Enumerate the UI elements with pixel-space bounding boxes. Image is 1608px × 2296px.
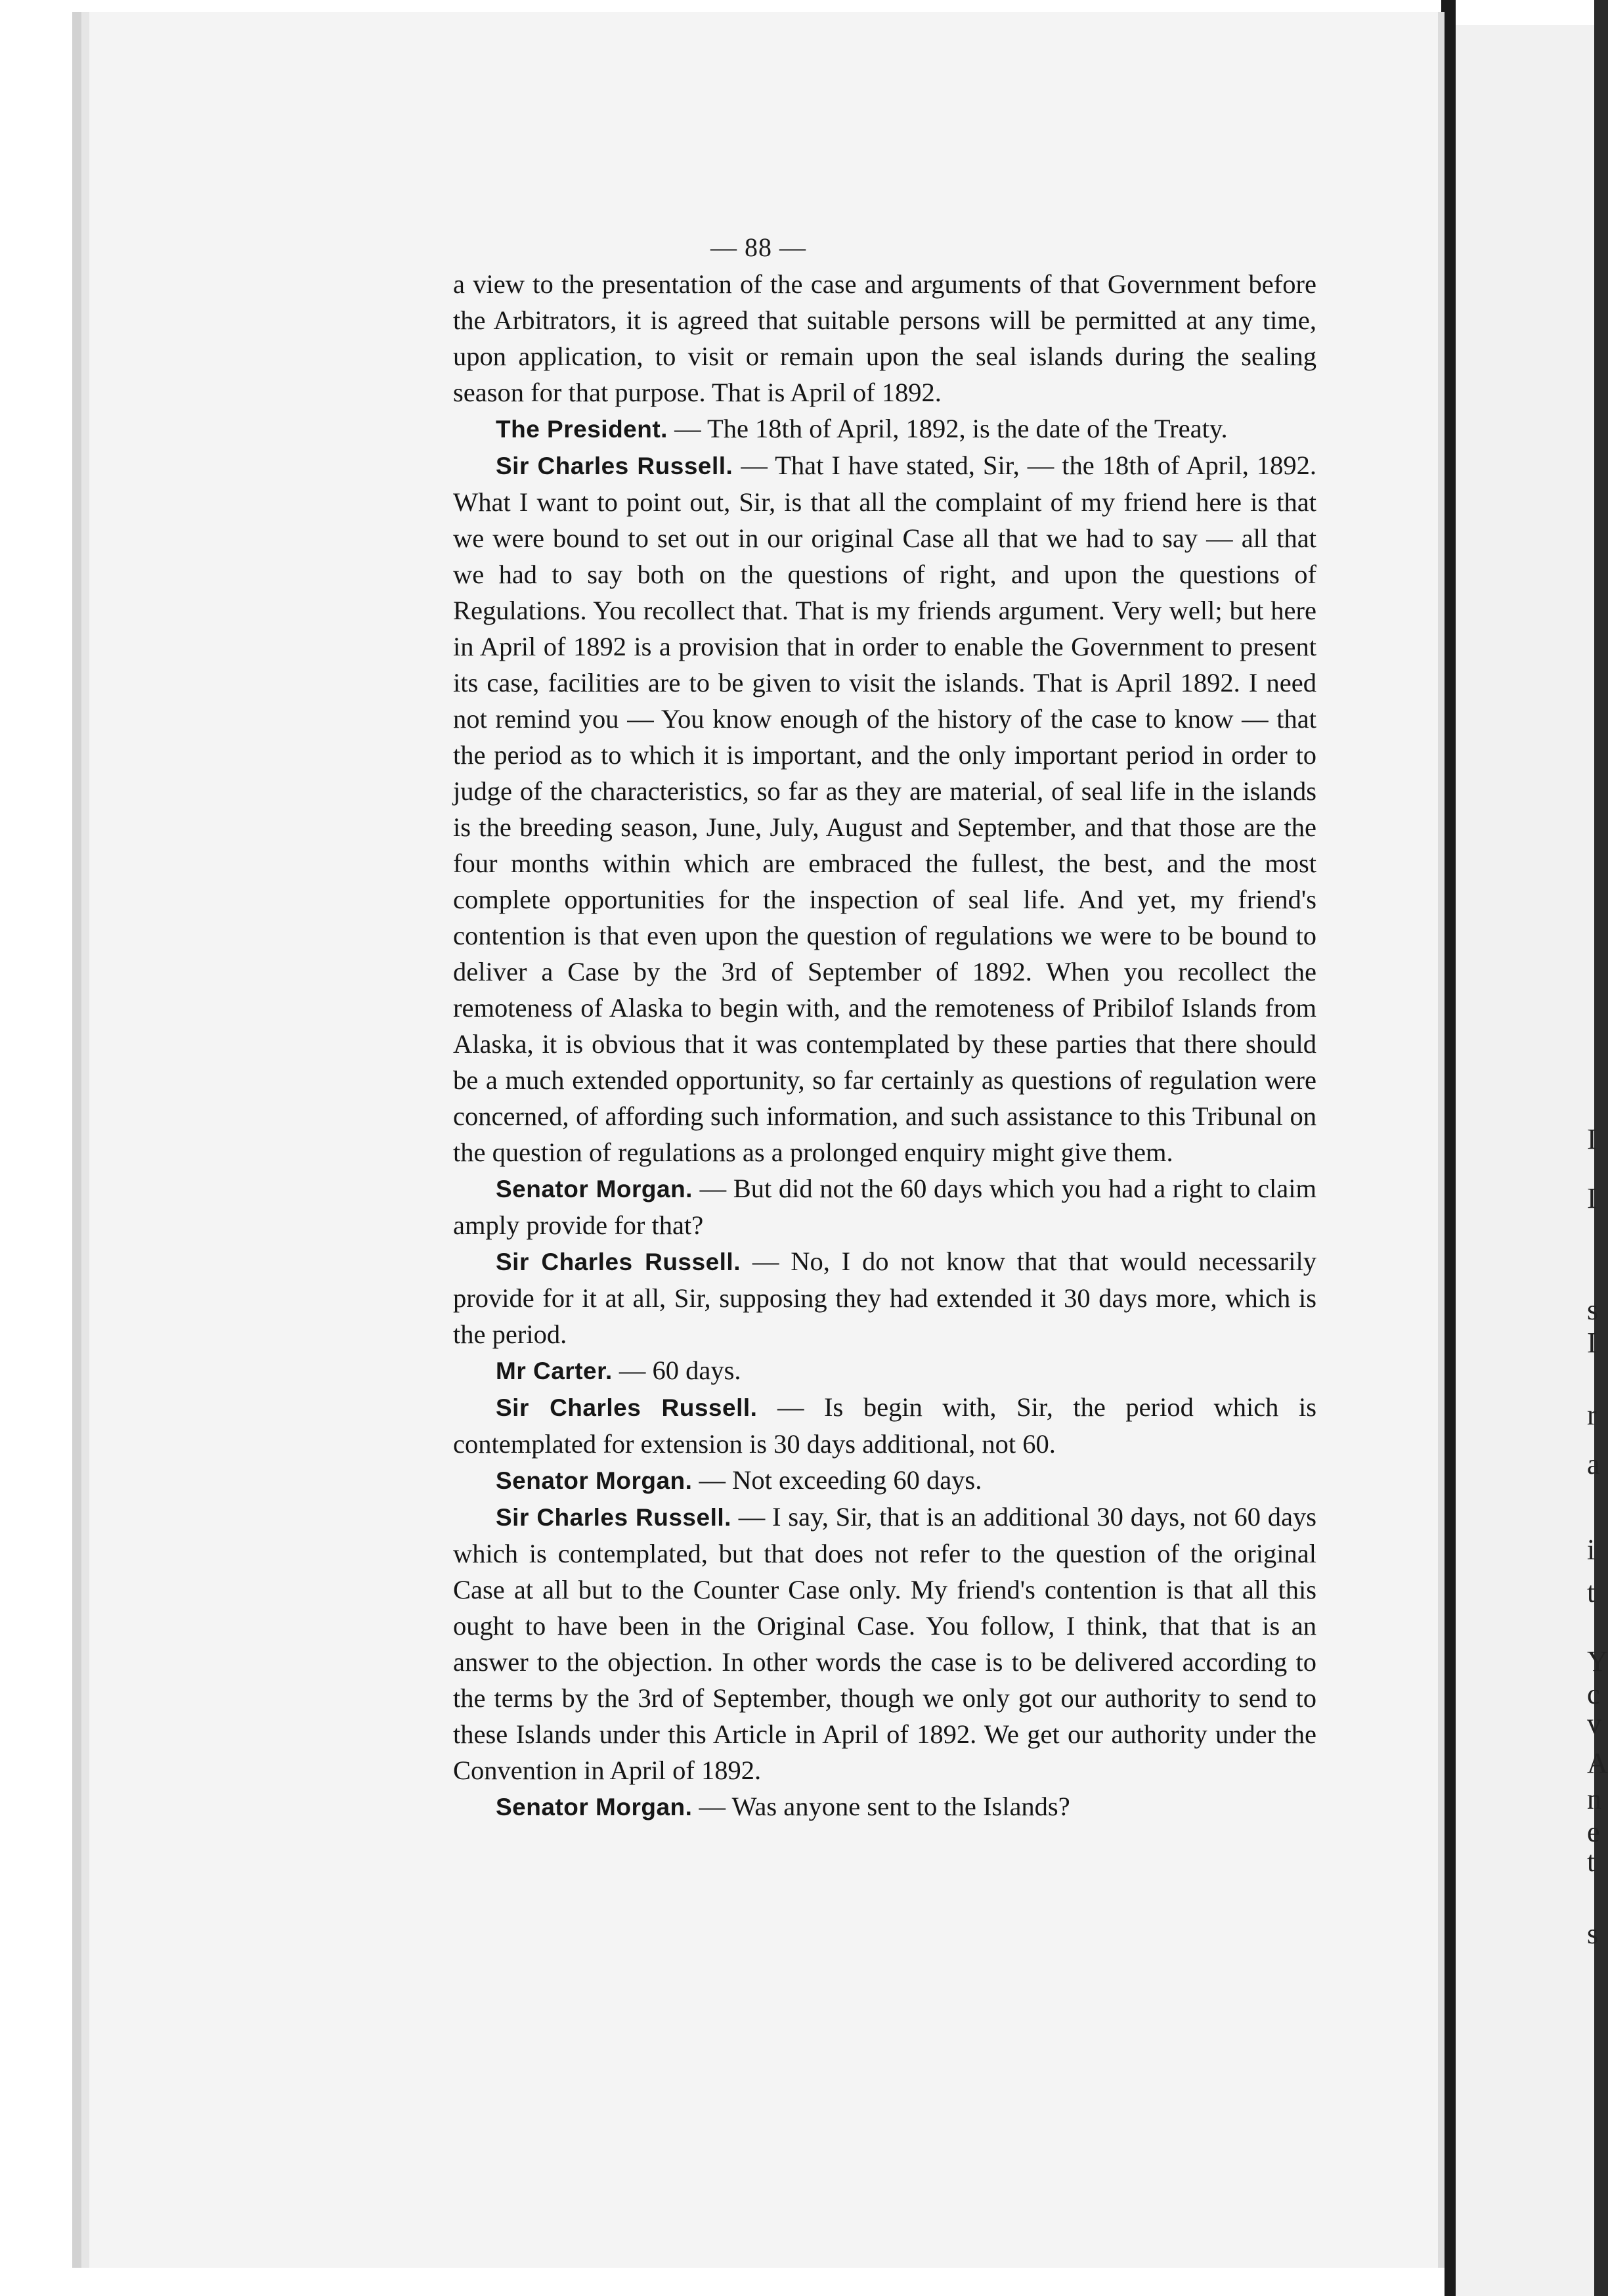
facing-fragment: s (1587, 1294, 1599, 1326)
left-margin (0, 0, 72, 2296)
facing-fragment: A (1587, 1747, 1608, 1779)
paragraph-text: — But did not the 60 days which you had a right to claim amply provide for that? (453, 1174, 1316, 1240)
paragraph-text: — 60 days. (612, 1356, 741, 1385)
speaker-name: Sir Charles Russell. (496, 453, 733, 479)
page-body (453, 266, 1316, 1825)
paragraph (453, 1243, 1316, 1352)
paragraph (453, 410, 1316, 447)
paragraph (453, 1462, 1316, 1499)
facing-fragment: Y (1587, 1645, 1608, 1677)
facing-fragment: n (1587, 1783, 1601, 1815)
facing-fragment: s (1587, 1918, 1599, 1950)
facing-fragment: e (1587, 1816, 1600, 1848)
bottom-margin (0, 2268, 1445, 2296)
facing-fragment: t (1587, 1845, 1596, 1878)
paragraph-text: — The 18th of April, 1892, is the date of the Treaty. (667, 414, 1228, 443)
speaker-name: Sir Charles Russell. (496, 1248, 741, 1275)
paragraph (453, 1389, 1316, 1462)
facing-fragment: i (1587, 1534, 1596, 1566)
paragraph-text: — Is begin with, Sir, the period which is contemplated for extension is 30 days additional, not 60. (453, 1392, 1316, 1459)
facing-page (1456, 25, 1608, 2296)
facing-fragment: v (1587, 1708, 1601, 1740)
speaker-name: Mr Carter. (496, 1358, 613, 1384)
paragraph-text: — That I have stated, Sir, — the 18th of April, 1892. What I want to point out, Sir, is that all the complaint of my friend here is that we were bound to set out in our original Case all that we had to say — all that we had to say both on the questions of right, and upon the questions of Regulations. You recollect that. That is my friends argument. Very well; but here in April of 1892 is a provision that in order to enable the Government to present its case, facilities are to be given to visit the islands. That is April 1892. I need not remind you — You know enough of the history of the case to know — that the period as to which it is important, and the only important period in order to judge of the characteristics, so far as they are material, of seal life in the islands is the breeding season, June, July, August and September, and that those are the four months within which are embraced the fullest, the best, and the most complete opportunities for the inspection of seal life. And yet, my friend's contention is that even upon the question of regulations we were to be bound to deliver a Case by the 3rd of September of 1892. When you recollect the remoteness of Alaska to begin with, and the remoteness of Pribilof Islands from Alaska, it is obvious that it was contemplated by these parties that there should be a much extended opportunity, so far certainly as questions of regulation were concerned, of affording such information, and such assistance to this Tribunal on the question of regulations as a prolonged enquiry might give them. (453, 451, 1316, 1167)
paragraph (453, 447, 1316, 1170)
speaker-name: Senator Morgan. (496, 1176, 693, 1203)
speaker-name: Sir Charles Russell. (496, 1394, 758, 1421)
facing-fragment: I (1587, 1327, 1597, 1359)
speaker-name: Sir Charles Russell. (496, 1504, 731, 1531)
facing-fragment: I (1587, 1182, 1597, 1214)
facing-fragment: a (1587, 1448, 1600, 1480)
paragraph (453, 1788, 1316, 1825)
speaker-name: The President. (496, 416, 668, 443)
paragraph (453, 266, 1316, 410)
paragraph-text: — Not exceeding 60 days. (692, 1465, 982, 1495)
paragraph (453, 1499, 1316, 1788)
paragraph-text: — No, I do not know that that would necessarily provide for it at all, Sir, supposing they had extended it 30 days more, which is the period. (453, 1247, 1316, 1349)
page-number: — 88 — (710, 232, 806, 262)
paragraph-text: — Was anyone sent to the Islands? (692, 1792, 1070, 1821)
facing-fragment: c (1587, 1678, 1600, 1710)
paragraph (453, 1352, 1316, 1389)
speaker-name: Senator Morgan. (496, 1794, 693, 1821)
paragraph (453, 1170, 1316, 1243)
paragraph-text: a view to the presentation of the case and arguments of that Government before the Arbitrators, it is agreed that suitable persons will be permitted at any time, upon application, to visit or remain upon the seal islands during the sealing season for that purpose. That is April of 1892. (453, 269, 1316, 407)
facing-fragment: r (1587, 1399, 1597, 1431)
facing-fragment: I (1587, 1123, 1597, 1155)
speaker-name: Senator Morgan. (496, 1467, 693, 1494)
facing-fragment: t (1587, 1576, 1596, 1608)
paragraph-text: — I say, Sir, that is an additional 30 days, not 60 days which is contemplated, but that does not refer to the question of the original Case at all but to the Counter Case only. My friend's contention is that all this ought to have been in the Original Case. You follow, I think, that that is an answer to the objection. In other words the case is to be delivered according to the terms by the 3rd of September, though we only got our authority to send to these Islands under this Article in April of 1892. We get our authority under the Convention in April of 1892. (453, 1502, 1316, 1785)
